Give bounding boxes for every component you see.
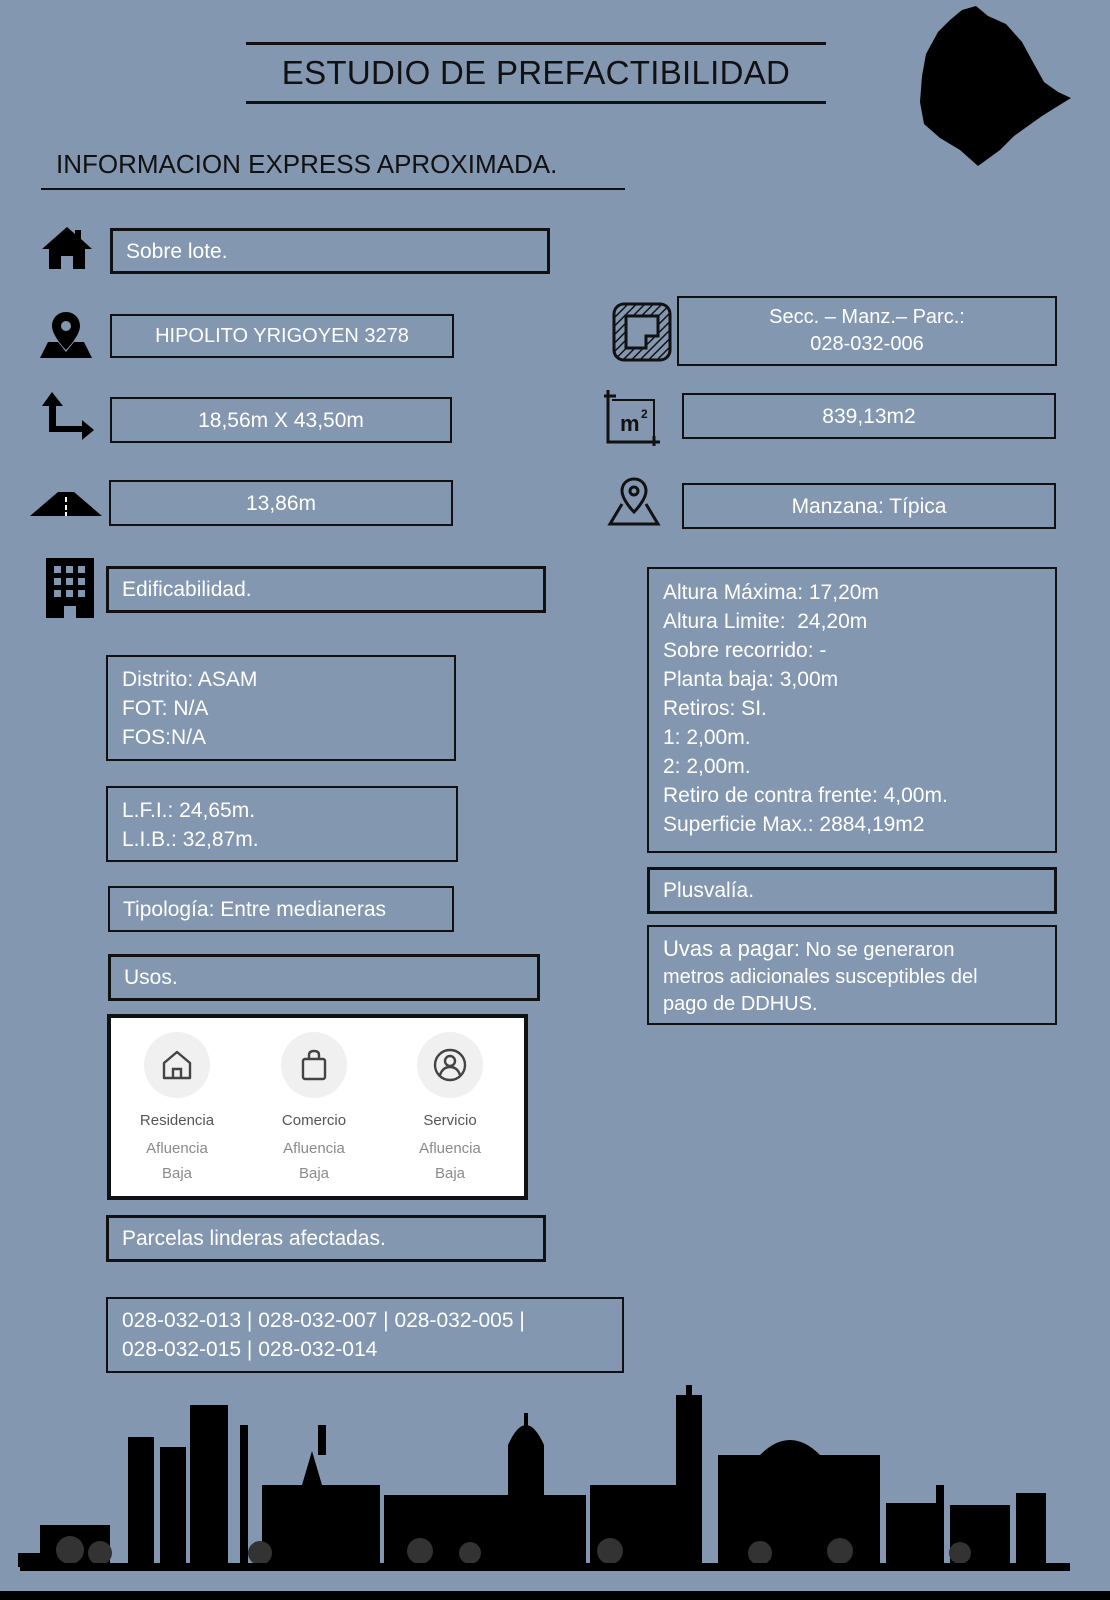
district-box <box>106 655 456 761</box>
street-width-text: 13,86m <box>245 491 317 515</box>
house-outline-icon <box>160 1048 194 1082</box>
setback-1-line: 1: 2,00m. <box>663 726 751 749</box>
max-surface-line: Superficie Max.: 2884,19m2 <box>663 813 925 836</box>
cadastral-value: 028-032-006 <box>810 333 924 355</box>
area-box <box>682 393 1056 439</box>
uses-box <box>108 954 540 1001</box>
page-subtitle: INFORMACION EXPRESS APROXIMADA. <box>41 140 625 190</box>
uses-label: Usos. <box>124 966 178 989</box>
parcel-icon <box>612 302 672 362</box>
cadastral-box <box>677 296 1057 366</box>
use-servicio <box>390 1032 510 1186</box>
person-circle-icon <box>432 1047 468 1083</box>
use-sub-2: Baja <box>161 1165 193 1182</box>
page-title: ESTUDIO DE PREFACTIBILIDAD <box>246 42 826 104</box>
max-height-line: Altura Máxima: 17,20m <box>663 581 879 604</box>
lot-type-text: Sobre lote. <box>126 239 228 263</box>
district-line: Distrito: ASAM <box>122 668 258 691</box>
uvas-label: Uvas a pagar: <box>663 936 800 961</box>
use-sub-1: Afluencia <box>419 1140 481 1157</box>
svg-text:2: 2 <box>641 407 648 421</box>
use-name: Comercio <box>281 1112 347 1129</box>
map-pin-outline-icon <box>606 476 662 528</box>
city-map-silhouette <box>918 2 1074 170</box>
address-text: HIPOLITO YRIGOYEN 3278 <box>155 324 409 347</box>
city-skyline-illustration <box>0 1385 1110 1600</box>
parcels-line-2: 028-032-015 | 028-032-014 <box>122 1338 378 1361</box>
lot-type-box <box>110 228 550 274</box>
address-box <box>110 314 454 358</box>
capital-gain-box <box>647 867 1057 914</box>
adjacent-parcels-list <box>106 1297 624 1373</box>
adjacent-parcels-box <box>106 1215 546 1262</box>
shopping-bag-icon <box>297 1048 331 1082</box>
uvas-text-1: No se generaron <box>799 939 955 961</box>
capital-gain-label: Plusvalía. <box>663 879 755 902</box>
use-sub-2: Baja <box>298 1165 330 1182</box>
building-lines-box <box>106 786 458 862</box>
use-sub-1: Afluencia <box>283 1140 345 1157</box>
buildability-label: Edificabilidad. <box>122 578 252 601</box>
road-icon <box>30 488 102 518</box>
block-type-box <box>682 483 1056 529</box>
typology-box <box>108 886 454 932</box>
overrun-line: Sobre recorrido: - <box>663 639 827 662</box>
area-text: 839,13m2 <box>822 404 916 428</box>
use-name: Residencia <box>139 1112 215 1129</box>
fos-line: FOS:N/A <box>122 726 207 749</box>
use-comercio <box>254 1032 374 1186</box>
uvas-text-3: pago de DDHUS. <box>663 993 818 1015</box>
typology-text: Tipología: Entre medianeras <box>123 897 387 921</box>
setback-2-line: 2: 2,00m. <box>663 755 751 778</box>
buildability-box <box>106 566 546 613</box>
rear-setback-line: Retiro de contra frente: 4,00m. <box>663 784 948 807</box>
use-residencia <box>117 1032 237 1186</box>
dimensions-text: 18,56m X 43,50m <box>198 408 364 432</box>
dimensions-box <box>110 397 452 443</box>
uses-panel <box>107 1014 528 1200</box>
house-icon <box>40 225 94 271</box>
use-name: Servicio <box>423 1112 477 1129</box>
ground-floor-line: Planta baja: 3,00m <box>663 668 839 691</box>
heights-box <box>647 567 1057 853</box>
area-m2-icon <box>604 388 664 446</box>
use-sub-1: Afluencia <box>146 1140 208 1157</box>
cadastral-label: Secc. – Manz.– Parc.: <box>769 306 965 328</box>
uvas-box <box>647 925 1057 1025</box>
adjacent-parcels-label: Parcelas linderas afectadas. <box>122 1227 386 1250</box>
dimensions-arrow-icon <box>40 390 96 444</box>
svg-text:m: m <box>620 411 640 436</box>
uvas-text-2: metros adicionales susceptibles del <box>663 966 978 988</box>
street-width-box <box>109 480 453 526</box>
lfi-line: L.F.I.: 24,65m. <box>122 799 256 822</box>
map-location-icon <box>38 310 94 360</box>
fot-line: FOT: N/A <box>122 697 209 720</box>
parcels-line-1: 028-032-013 | 028-032-007 | 028-032-005 | <box>122 1309 525 1332</box>
use-sub-2: Baja <box>434 1165 466 1182</box>
block-type-text: Manzana: Típica <box>791 494 947 518</box>
limit-height-line: Altura Limite: 24,20m <box>663 610 868 633</box>
lib-line: L.I.B.: 32,87m. <box>122 828 259 851</box>
building-icon <box>46 558 94 618</box>
setbacks-line: Retiros: SI. <box>663 697 767 720</box>
